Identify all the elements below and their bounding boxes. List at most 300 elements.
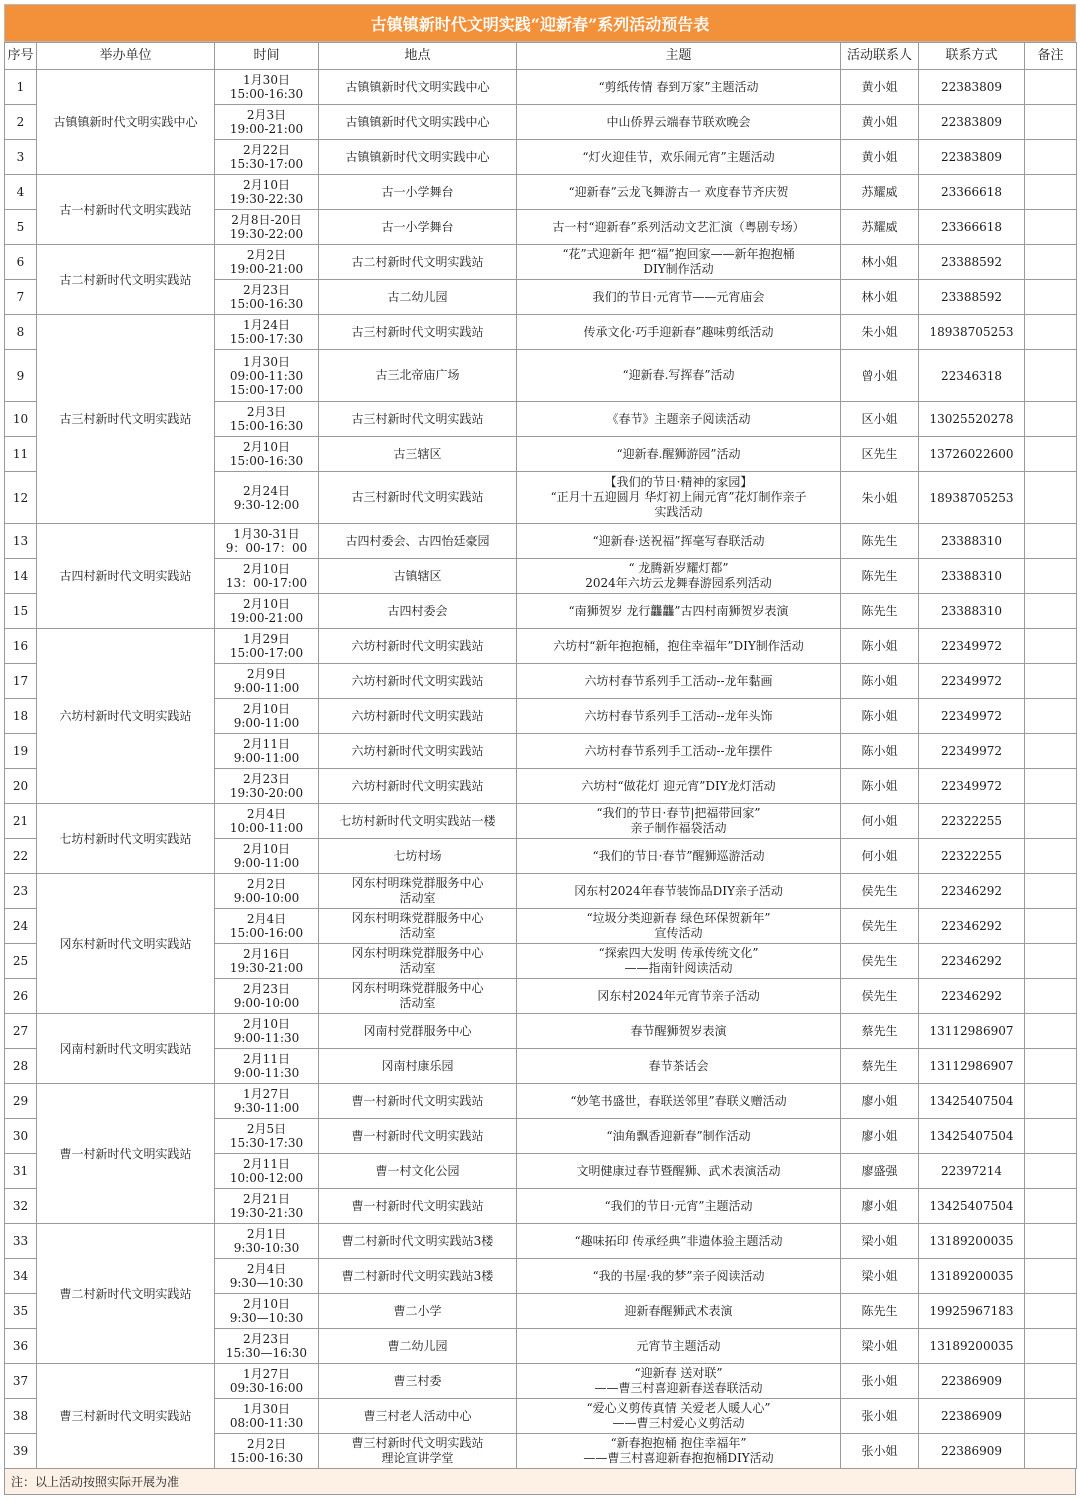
- time-cell: [215, 472, 319, 524]
- cell-line: 1月29日: [243, 632, 290, 646]
- contact-cell: 廖小姐: [841, 1119, 919, 1154]
- table-row: [5, 315, 1077, 350]
- row-number: 33: [5, 1224, 37, 1259]
- theme-cell: [517, 734, 841, 769]
- time-cell: [215, 629, 319, 664]
- cell-line: 2月23日: [243, 1332, 290, 1346]
- time-cell: [215, 734, 319, 769]
- cell-line: 15:00-16:30: [229, 1451, 304, 1465]
- row-number: 35: [5, 1294, 37, 1329]
- cell-line: 曹一村新时代文明实践站: [351, 1128, 484, 1143]
- contact-cell: 陈先生: [841, 594, 919, 629]
- cell-line: 【我们的节日·精神的家园】: [604, 475, 753, 489]
- theme-cell: [517, 559, 841, 594]
- phone-cell: 22346292: [919, 909, 1025, 944]
- cell-line: “正月十五迎圆月 华灯初上闹元宵”花灯制作亲子: [550, 490, 807, 504]
- col-header-no: 序号: [5, 43, 37, 70]
- schedule-sheet: [4, 4, 1076, 1495]
- cell-line: 古三辖区: [393, 446, 442, 461]
- cell-line: 1月30日: [243, 73, 290, 87]
- phone-cell: 22383809: [919, 140, 1025, 175]
- remark-cell: [1025, 804, 1077, 839]
- phone-cell: 22386909: [919, 1399, 1025, 1434]
- cell-line: 2月23日: [243, 772, 290, 786]
- contact-cell: 陈小姐: [841, 629, 919, 664]
- place-cell: [319, 594, 517, 629]
- contact-cell: 何小姐: [841, 804, 919, 839]
- cell-line: 六坊村新时代文明实践站: [351, 638, 484, 653]
- contact-cell: 张小姐: [841, 1364, 919, 1399]
- row-number: 6: [5, 245, 37, 280]
- cell-line: 10:00-12:00: [229, 1171, 304, 1185]
- cell-line: 宣传活动: [654, 926, 703, 940]
- cell-line: 9:30—10:30: [229, 1311, 304, 1325]
- remark-cell: [1025, 402, 1077, 437]
- cell-line: 2月24日: [243, 483, 290, 498]
- place-cell: [319, 734, 517, 769]
- cell-line: 1月24日: [243, 318, 290, 332]
- cell-line: 古四村委会、古四怡廷豪园: [345, 533, 490, 548]
- phone-cell: 22349972: [919, 699, 1025, 734]
- remark-cell: [1025, 350, 1077, 402]
- schedule-table: [4, 42, 1077, 1469]
- place-cell: [319, 699, 517, 734]
- cell-line: 六坊村春节系列手工活动--龙年头饰: [584, 708, 773, 723]
- cell-line: 古二幼儿园: [387, 289, 448, 304]
- remark-cell: [1025, 769, 1077, 804]
- remark-cell: [1025, 472, 1077, 524]
- cell-line: 古三村新时代文明实践站: [351, 324, 484, 339]
- cell-line: 19:00-21:00: [229, 262, 304, 276]
- cell-line: 15:00-16:00: [229, 926, 304, 940]
- table-row: [5, 804, 1077, 839]
- cell-line: 曹三村老人活动中心: [363, 1408, 472, 1423]
- row-number: 14: [5, 559, 37, 594]
- time-cell: [215, 315, 319, 350]
- contact-cell: 区小姐: [841, 402, 919, 437]
- organizer-cell: 七坊村新时代文明实践站: [37, 804, 215, 874]
- remark-cell: [1025, 524, 1077, 559]
- phone-cell: 22322255: [919, 804, 1025, 839]
- cell-line: 15:30—16:30: [225, 1346, 308, 1360]
- cell-line: 六坊村新时代文明实践站: [351, 673, 484, 688]
- phone-cell: 13189200035: [919, 1259, 1025, 1294]
- contact-cell: 林小姐: [841, 280, 919, 315]
- theme-cell: [517, 1189, 841, 1224]
- organizer-cell: 曹二村新时代文明实践站: [37, 1224, 215, 1364]
- place-cell: [319, 1189, 517, 1224]
- contact-cell: 蔡先生: [841, 1014, 919, 1049]
- place-cell: [319, 804, 517, 839]
- time-cell: [215, 1434, 319, 1469]
- time-cell: [215, 1364, 319, 1399]
- col-header-contact: 活动联系人: [841, 43, 919, 70]
- organizer-cell: 古二村新时代文明实践站: [37, 245, 215, 315]
- time-cell: [215, 804, 319, 839]
- cell-line: 9:00-11:30: [233, 1031, 300, 1045]
- row-number: 31: [5, 1154, 37, 1189]
- place-cell: [319, 1119, 517, 1154]
- remark-cell: [1025, 1434, 1077, 1469]
- theme-cell: [517, 140, 841, 175]
- contact-cell: 张小姐: [841, 1399, 919, 1434]
- remark-cell: [1025, 70, 1077, 105]
- cell-line: “我们的节日·元宵”主题活动: [604, 1198, 753, 1213]
- row-number: 1: [5, 70, 37, 105]
- remark-cell: [1025, 1049, 1077, 1084]
- cell-line: 15:30-17:30: [229, 1136, 304, 1150]
- organizer-cell: 六坊村新时代文明实践站: [37, 629, 215, 804]
- table-row: [5, 1014, 1077, 1049]
- contact-cell: 梁小姐: [841, 1224, 919, 1259]
- cell-line: 六坊村“新年抱抱桶，抱住幸福年”DIY制作活动: [553, 638, 804, 653]
- time-cell: [215, 175, 319, 210]
- contact-cell: 梁小姐: [841, 1329, 919, 1364]
- theme-cell: [517, 944, 841, 979]
- time-cell: [215, 1049, 319, 1084]
- cell-line: “迎新春.写挥春”活动: [622, 368, 735, 382]
- row-number: 37: [5, 1364, 37, 1399]
- time-cell: [215, 1154, 319, 1189]
- cell-line: 15:00-16:30: [229, 297, 304, 311]
- remark-cell: [1025, 315, 1077, 350]
- time-cell: [215, 140, 319, 175]
- row-number: 9: [5, 350, 37, 402]
- remark-cell: [1025, 734, 1077, 769]
- cell-line: 曹二小学: [393, 1303, 442, 1318]
- time-cell: [215, 105, 319, 140]
- cell-line: 古三北帝庙广场: [375, 368, 460, 382]
- cell-line: 19:30-22:30: [229, 192, 304, 206]
- contact-cell: 陈小姐: [841, 734, 919, 769]
- remark-cell: [1025, 1224, 1077, 1259]
- row-number: 38: [5, 1399, 37, 1434]
- contact-cell: 曾小姐: [841, 350, 919, 402]
- time-cell: [215, 874, 319, 909]
- theme-cell: [517, 175, 841, 210]
- cell-line: 冈东村明珠党群服务中心: [351, 946, 484, 960]
- remark-cell: [1025, 210, 1077, 245]
- cell-line: 2月8日-20日: [231, 213, 302, 227]
- remark-cell: [1025, 594, 1077, 629]
- cell-line: 15:00-17:00: [229, 382, 304, 397]
- table-row: [5, 629, 1077, 664]
- place-cell: [319, 70, 517, 105]
- place-cell: [319, 245, 517, 280]
- cell-line: 曹三村新时代文明实践站: [351, 1436, 484, 1450]
- cell-line: 2月3日: [246, 405, 287, 419]
- time-cell: [215, 1329, 319, 1364]
- phone-cell: 22349972: [919, 734, 1025, 769]
- contact-cell: 廖小姐: [841, 1189, 919, 1224]
- cell-line: 15:00-17:00: [229, 646, 304, 660]
- place-cell: [319, 524, 517, 559]
- cell-line: 古镇镇新时代文明实践中心: [345, 149, 490, 164]
- contact-cell: 苏耀威: [841, 175, 919, 210]
- cell-line: 活动室: [399, 996, 436, 1010]
- organizer-cell: 冈东村新时代文明实践站: [37, 874, 215, 1014]
- cell-line: 六坊村“做花灯 迎元宵”DIY龙灯活动: [581, 778, 776, 793]
- time-cell: [215, 402, 319, 437]
- time-cell: [215, 245, 319, 280]
- place-cell: [319, 315, 517, 350]
- time-cell: [215, 1119, 319, 1154]
- theme-cell: [517, 472, 841, 524]
- theme-cell: [517, 70, 841, 105]
- row-number: 34: [5, 1259, 37, 1294]
- cell-line: “迎新春.醒狮游园”活动: [616, 446, 741, 461]
- cell-line: 冈东村2024年元宵节亲子活动: [597, 988, 760, 1003]
- phone-cell: 23388592: [919, 280, 1025, 315]
- row-number: 32: [5, 1189, 37, 1224]
- remark-cell: [1025, 1154, 1077, 1189]
- cell-line: 1月27日: [243, 1087, 290, 1101]
- phone-cell: 23388310: [919, 524, 1025, 559]
- phone-cell: 18938705253: [919, 472, 1025, 524]
- theme-cell: [517, 1084, 841, 1119]
- cell-line: 冈东村2024年春节装饰品DIY亲子活动: [574, 883, 783, 898]
- cell-line: “新春抱抱桶 抱住幸福年”: [610, 1436, 747, 1450]
- cell-line: 七坊村新时代文明实践站一楼: [339, 813, 496, 828]
- cell-line: 2月21日: [243, 1192, 290, 1206]
- theme-cell: [517, 402, 841, 437]
- table-row: [5, 524, 1077, 559]
- remark-cell: [1025, 105, 1077, 140]
- cell-line: “探索四大发明 传承传统文化”: [598, 946, 759, 960]
- remark-cell: [1025, 874, 1077, 909]
- cell-line: “灯火迎佳节，欢乐闹元宵”主题活动: [582, 149, 775, 164]
- time-cell: [215, 1259, 319, 1294]
- remark-cell: [1025, 140, 1077, 175]
- contact-cell: 廖小姐: [841, 1084, 919, 1119]
- time-cell: [215, 1294, 319, 1329]
- row-number: 4: [5, 175, 37, 210]
- cell-line: 2月2日: [246, 877, 287, 891]
- cell-line: 2月11日: [243, 1052, 290, 1066]
- remark-cell: [1025, 664, 1077, 699]
- row-number: 13: [5, 524, 37, 559]
- col-header-phone: 联系方式: [919, 43, 1025, 70]
- contact-cell: 张小姐: [841, 1434, 919, 1469]
- cell-line: 19:30-20:00: [229, 786, 304, 800]
- cell-line: 9：00-17：00: [225, 541, 308, 555]
- row-number: 15: [5, 594, 37, 629]
- phone-cell: 19925967183: [919, 1294, 1025, 1329]
- theme-cell: [517, 350, 841, 402]
- cell-line: 1月30日: [243, 354, 290, 369]
- phone-cell: 22349972: [919, 769, 1025, 804]
- remark-cell: [1025, 1329, 1077, 1364]
- phone-cell: 23388310: [919, 594, 1025, 629]
- col-header-time: 时间: [215, 43, 319, 70]
- row-number: 10: [5, 402, 37, 437]
- row-number: 12: [5, 472, 37, 524]
- table-row: [5, 70, 1077, 105]
- cell-line: “剪纸传情 春到万家”主题活动: [598, 79, 759, 94]
- contact-cell: 何小姐: [841, 839, 919, 874]
- cell-line: 2月1日: [246, 1227, 287, 1241]
- table-row: [5, 1224, 1077, 1259]
- row-number: 2: [5, 105, 37, 140]
- place-cell: [319, 1154, 517, 1189]
- phone-cell: 22386909: [919, 1434, 1025, 1469]
- row-number: 28: [5, 1049, 37, 1084]
- theme-cell: [517, 1364, 841, 1399]
- cell-line: 2月10日: [243, 597, 290, 611]
- phone-cell: 22346292: [919, 874, 1025, 909]
- theme-cell: [517, 629, 841, 664]
- place-cell: [319, 839, 517, 874]
- cell-line: 2月10日: [243, 842, 290, 856]
- remark-cell: [1025, 1259, 1077, 1294]
- phone-cell: 13189200035: [919, 1224, 1025, 1259]
- cell-line: 曹一村新时代文明实践站: [351, 1093, 484, 1108]
- cell-line: 传承文化·巧手迎新春”趣味剪纸活动: [583, 324, 774, 339]
- cell-line: 2月16日: [243, 947, 290, 961]
- theme-cell: [517, 1399, 841, 1434]
- time-cell: [215, 909, 319, 944]
- cell-line: 迎新春醒狮武术表演: [624, 1303, 733, 1318]
- cell-line: 古二村新时代文明实践站: [351, 254, 484, 269]
- contact-cell: 陈先生: [841, 1294, 919, 1329]
- cell-line: 10:00-11:00: [229, 821, 304, 835]
- time-cell: [215, 1014, 319, 1049]
- cell-line: 文明健康过春节暨醒狮、武术表演活动: [576, 1163, 781, 1178]
- cell-line: “油角飘香迎新春”制作活动: [606, 1128, 751, 1143]
- cell-line: 六坊村新时代文明实践站: [351, 778, 484, 793]
- cell-line: 六坊村春节系列手工活动--龙年黏画: [584, 673, 773, 688]
- organizer-cell: 古镇镇新时代文明实践中心: [37, 70, 215, 175]
- remark-cell: [1025, 1364, 1077, 1399]
- table-row: [5, 175, 1077, 210]
- row-number: 21: [5, 804, 37, 839]
- cell-line: 9:00-10:00: [233, 891, 300, 905]
- place-cell: [319, 437, 517, 472]
- phone-cell: 22397214: [919, 1154, 1025, 1189]
- time-cell: [215, 1084, 319, 1119]
- cell-line: 古三村新时代文明实践站: [351, 411, 484, 426]
- phone-cell: 23366618: [919, 175, 1025, 210]
- cell-line: 古四村委会: [387, 603, 448, 618]
- theme-cell: [517, 1049, 841, 1084]
- cell-line: “垃圾分类迎新春 绿色环保贺新年”: [586, 911, 771, 925]
- place-cell: [319, 944, 517, 979]
- remark-cell: [1025, 839, 1077, 874]
- theme-cell: [517, 315, 841, 350]
- contact-cell: 侯先生: [841, 944, 919, 979]
- time-cell: [215, 1189, 319, 1224]
- row-number: 36: [5, 1329, 37, 1364]
- remark-cell: [1025, 280, 1077, 315]
- cell-line: 1月30日: [243, 1402, 290, 1416]
- row-number: 23: [5, 874, 37, 909]
- cell-line: “花”式迎新年 把“福”抱回家——新年抱抱桶: [562, 247, 795, 261]
- contact-cell: 朱小姐: [841, 315, 919, 350]
- cell-line: 六坊村春节系列手工活动--龙年摆件: [584, 743, 773, 758]
- cell-line: 9:00-10:00: [233, 996, 300, 1010]
- phone-cell: 13425407504: [919, 1119, 1025, 1154]
- cell-line: “爱心义剪传真情 关爱老人暖人心”: [586, 1401, 771, 1415]
- remark-cell: [1025, 175, 1077, 210]
- cell-line: 15:30-17:00: [229, 157, 304, 171]
- contact-cell: 侯先生: [841, 874, 919, 909]
- col-header-place: 地点: [319, 43, 517, 70]
- contact-cell: 黄小姐: [841, 70, 919, 105]
- contact-cell: 苏耀威: [841, 210, 919, 245]
- cell-line: 冈南村党群服务中心: [363, 1023, 472, 1038]
- cell-line: 古镇镇新时代文明实践中心: [345, 114, 490, 129]
- place-cell: [319, 909, 517, 944]
- footnote: 注：以上活动按照实际开展为准: [4, 1469, 1076, 1495]
- row-number: 26: [5, 979, 37, 1014]
- phone-cell: 13112986907: [919, 1049, 1025, 1084]
- row-number: 19: [5, 734, 37, 769]
- row-number: 17: [5, 664, 37, 699]
- col-header-remark: 备注: [1025, 43, 1077, 70]
- cell-line: 古镇辖区: [393, 568, 442, 583]
- contact-cell: 侯先生: [841, 909, 919, 944]
- time-cell: [215, 559, 319, 594]
- table-row: [5, 1084, 1077, 1119]
- place-cell: [319, 874, 517, 909]
- contact-cell: 廖盛强: [841, 1154, 919, 1189]
- time-cell: [215, 769, 319, 804]
- contact-cell: 黄小姐: [841, 105, 919, 140]
- phone-cell: 13189200035: [919, 1329, 1025, 1364]
- cell-line: 2月2日: [246, 1437, 287, 1451]
- cell-line: “迎新春”云龙飞舞游古一 欢度春节齐庆贺: [568, 184, 789, 199]
- header-row: [5, 43, 1077, 70]
- cell-line: 冈东村明珠党群服务中心: [351, 911, 484, 925]
- phone-cell: 22349972: [919, 664, 1025, 699]
- organizer-cell: 古三村新时代文明实践站: [37, 315, 215, 524]
- cell-line: 1月27日: [243, 1367, 290, 1381]
- place-cell: [319, 664, 517, 699]
- theme-cell: [517, 1434, 841, 1469]
- contact-cell: 侯先生: [841, 979, 919, 1014]
- time-cell: [215, 699, 319, 734]
- place-cell: [319, 1364, 517, 1399]
- row-number: 7: [5, 280, 37, 315]
- phone-cell: 23366618: [919, 210, 1025, 245]
- phone-cell: 22383809: [919, 70, 1025, 105]
- cell-line: 9:30—10:30: [229, 1276, 304, 1290]
- theme-cell: [517, 1154, 841, 1189]
- cell-line: 元宵节主题活动: [636, 1338, 721, 1353]
- remark-cell: [1025, 699, 1077, 734]
- remark-cell: [1025, 1294, 1077, 1329]
- cell-line: 9:00-11:00: [233, 751, 300, 765]
- time-cell: [215, 1399, 319, 1434]
- cell-line: “迎新春 送对联”: [634, 1366, 723, 1380]
- row-number: 18: [5, 699, 37, 734]
- row-number: 24: [5, 909, 37, 944]
- theme-cell: [517, 839, 841, 874]
- remark-cell: [1025, 1119, 1077, 1154]
- cell-line: 19:30-21:30: [229, 1206, 304, 1220]
- cell-line: 中山侨界云端春节联欢晚会: [606, 114, 751, 129]
- phone-cell: 13726022600: [919, 437, 1025, 472]
- cell-line: 曹二幼儿园: [387, 1338, 448, 1353]
- cell-line: 2024年六坊云龙舞春游园系列活动: [585, 576, 772, 590]
- cell-line: 1月30-31日: [233, 527, 300, 541]
- contact-cell: 陈小姐: [841, 664, 919, 699]
- cell-line: 2月10日: [243, 178, 290, 192]
- cell-line: 理论宣讲学堂: [381, 1451, 454, 1465]
- remark-cell: [1025, 944, 1077, 979]
- cell-line: 9:30-11:00: [233, 1101, 300, 1115]
- cell-line: 古一村“迎新春”系列活动文艺汇演（粤剧专场）: [552, 219, 805, 234]
